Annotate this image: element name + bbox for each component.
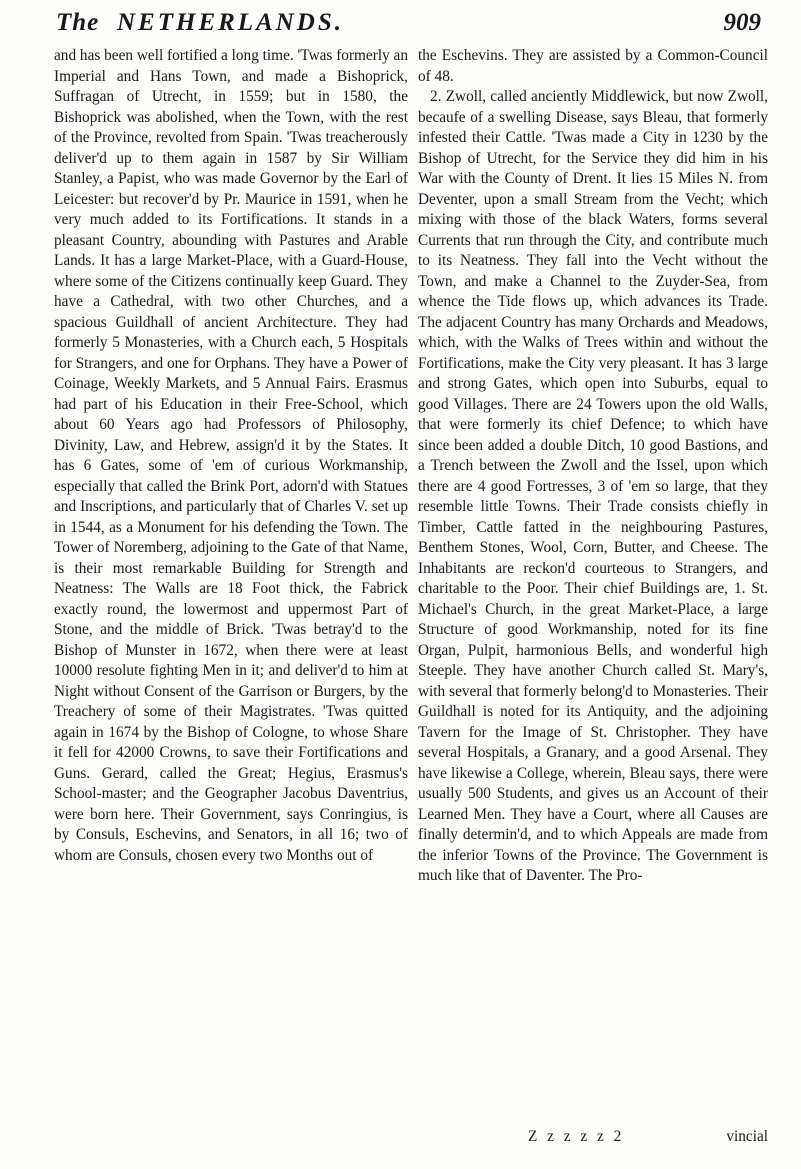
text-columns <box>54 46 768 1151</box>
left-column-paragraph: and has been well fortified a long time. 'Twas formerly an Imperial and Hans Town, and made a Bishoprick, Suffragan of Utrecht, in 1559; but in 1580, the Bishoprick was abolished, when the Town, with the rest of the Province, revolted from Spain. 'Twas treacherously deliver'd up to them again in 1587 by Sir William Stanley, a Papist, who was made Governor by the Earl of Leicester: but recover'd by Pr. Maurice in 1591, when he very much added to its Fortifications. It stands in a pleasant Country, abounding with Pastures and Arable Lands. It has a large Market-Place, with a Guard-House, where some of the Citizens continually keep Guard. They have a Cathedral, with two other Churches, and a spacious Guildhall of ancient Architecture. They had formerly 5 Monasteries, with a Church each, 5 Hospitals for Strangers, and one for Orphans. They have a Power of Coinage, Weekly Markets, and 5 Annual Fairs. Erasmus had part of his Education in their Free-School, which about 60 Years ago had Professors of Philosophy, Divinity, Law, and Hebrew, assign'd it by the States. It has 6 Gates, some of 'em of curious Workmanship, especially that called the Brink Port, adorn'd with Statues and Inscriptions, and particularly that of Charles V. set up in 1544, as a Monument for his defending the Town. The Tower of Noremberg, adjoining to the Gate of that Name, is their most remarkable Building for Strength and Neatness: The Walls are 18 Foot thick, the Fabrick exactly round, the lowermost and uppermost Part of Stone, and the middle of Brick. 'Twas betray'd to the Bishop of Munster in 1672, when there were at least 10000 resolute fighting Men in it; and deliver'd to him at Night without Consent of the Garrison or Burgers, by the Treachery of some of their Magistrates. 'Twas quitted again in 1674 by the Bishop of Cologne, to whose Share it fell for 42000 Crowns, to save their Fortifications and Guns. Gerard, called the Great; Hegius, Erasmus's School-master; and the Geographer Jacobus Daventrius, were born here. Their Government, says Conringius, is by Consuls, Eschevins, and Senators, in all 16; two of whom are Consuls, chosen every two Months out of <box>54 47 408 864</box>
right-column-paragraph-zwoll: 2. Zwoll, called anciently Middlewick, but now Zwoll, becaufe of a swelling Disease, says Bleau, that formerly infested their Cattle. 'Twas made a City in 1230 by the Bishop of Utrecht, for the Service they did him in his War with the County of Drent. It lies 15 Miles N. from Deventer, upon a small Stream from the Vecht; which mixing with those of the black Waters, forms several Currents that run through the City, and contribute much to its Neatness. They fall into the Vecht without the Town, and make a Channel to the Zuyder-Sea, from whence the Tide flows up, which advances its Trade. The adjacent Country has many Orchards and Meadows, which, with the Walks of Trees within and without the Fortifications, make the City very pleasant. It has 3 large and strong Gates, which open into Suburbs, equal to good Villages. There are 24 Towers upon the old Walls, that were formerly its chief Defence; to which have since been added a double Ditch, 10 good Bastions, and a Trench between the Zwoll and the Issel, upon which there are 4 good Fortresses, 3 of 'em so large, that they resemble little Towns. Their Trade consists chiefly in Timber, Cattle fatted in the neighbouring Pastures, Benthem Stones, Wool, Corn, Butter, and Cheese. The Inhabitants are reckon'd courteous to Strangers, and charitable to the Poor. Their chief Buildings are, 1. St. Michael's Church, in the great Market-Place, a large Structure of good Workmanship, noted for its fine Organ, Pulpit, harmonious Bells, and wonderful high Steeple. They have another Church called St. Mary's, with several that formerly belong'd to Monasteries. Their Guildhall is noted for its Antiquity, and the adjoining Tavern for the Image of St. Christopher. They have several Hospitals, a Granary, and a good Arsenal. They have likewise a College, wherein, Bleau says, there were usually 500 Students, and gives us an Account of their Learned Men. They have a Court, where all Causes are finally determin'd, and to which Appeals are made from the inferior Towns of the Province. The Government is much like that of Daventer. The Pro- <box>418 88 768 884</box>
left-column <box>54 46 408 866</box>
running-head-prefix: The <box>56 9 100 36</box>
signature-mark: Z z z z z 2 <box>528 1128 625 1145</box>
catchword: vincial <box>726 1128 768 1145</box>
right-column <box>418 46 768 887</box>
running-head <box>56 6 761 40</box>
page-number: 909 <box>723 9 761 36</box>
page-footer <box>528 1127 768 1149</box>
running-head-title: NETHERLANDS. <box>117 9 345 36</box>
right-column-paragraph: the Eschevins. They are assisted by a Common-Council of 48. <box>418 47 768 85</box>
